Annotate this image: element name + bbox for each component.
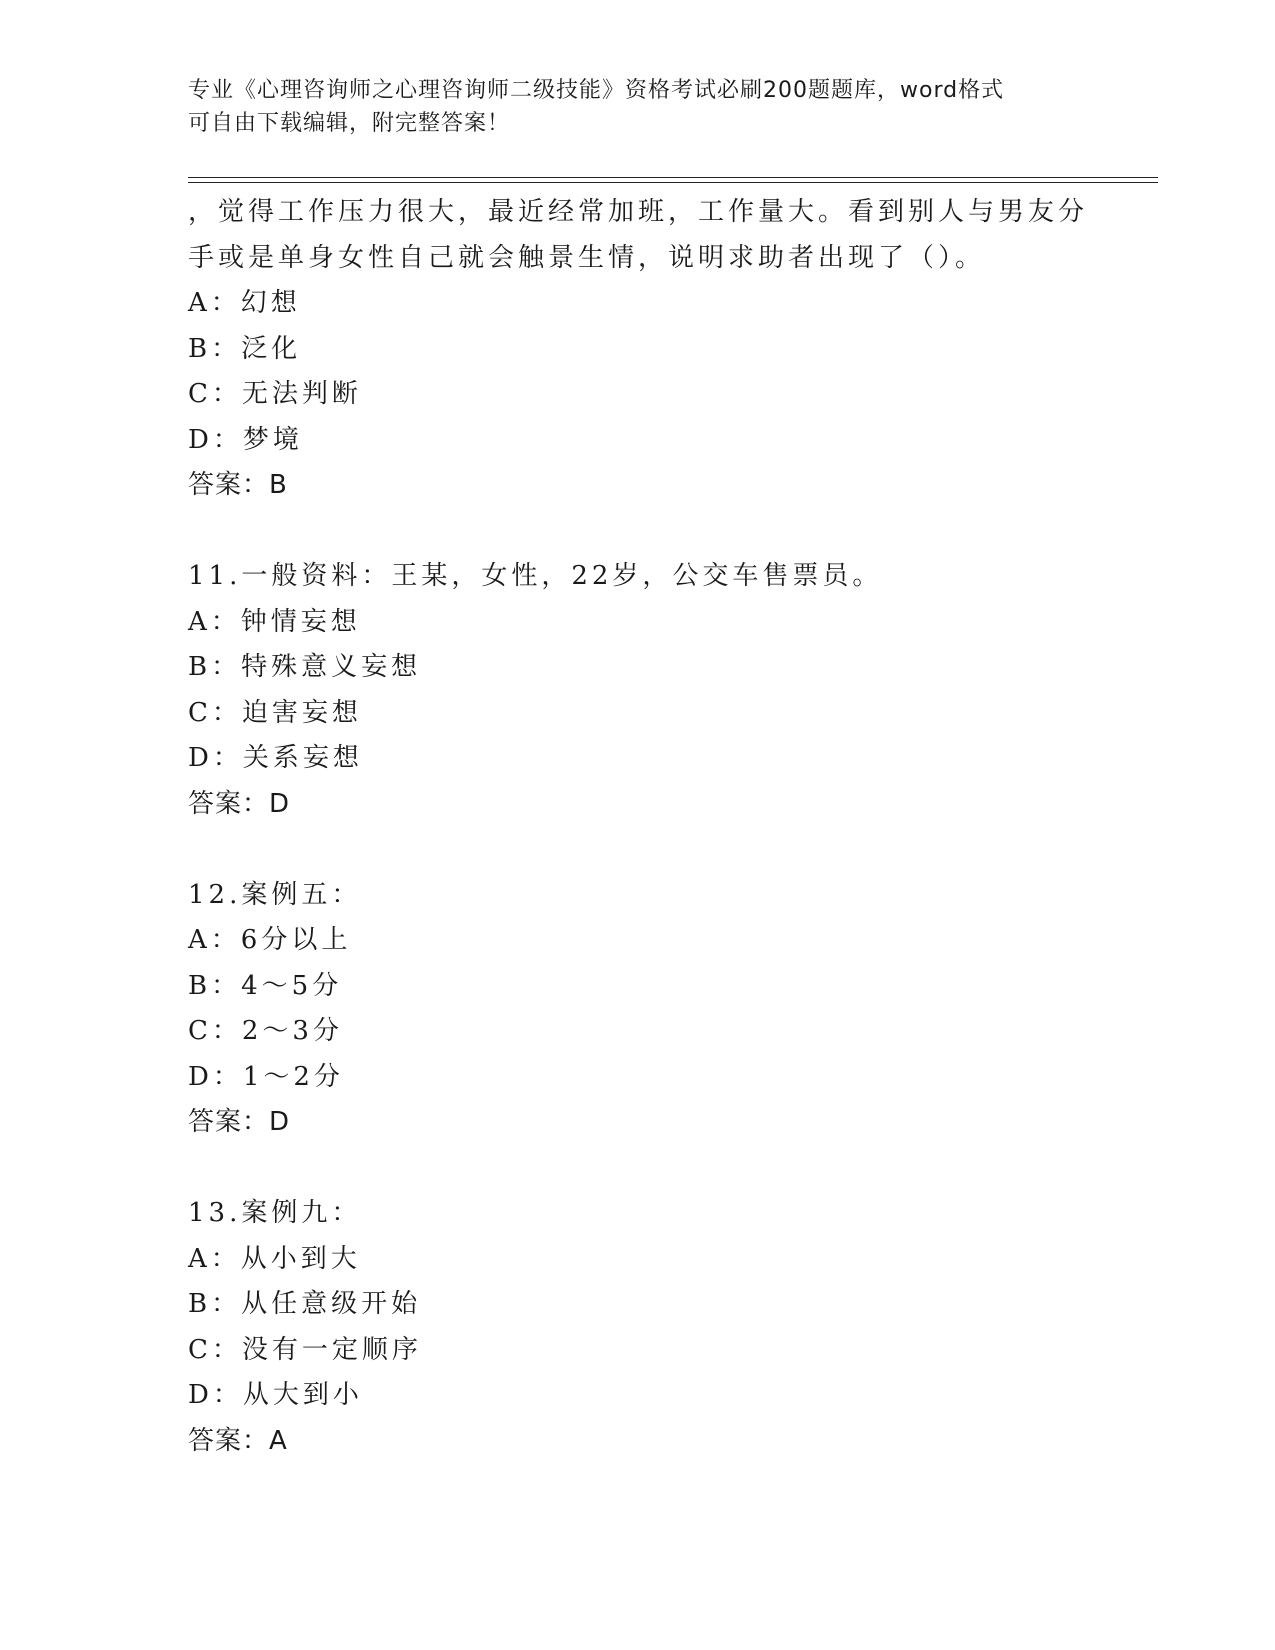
question-stem: ，觉得工作压力很大，最近经常加班，工作量大。看到别人与男友分 <box>188 197 1089 227</box>
option-b: B：泛化 <box>188 333 302 364</box>
answer-line: 答案：D <box>188 788 291 819</box>
question-stem: 13.案例九： <box>188 1198 362 1228</box>
option-c: C：没有一定顺序 <box>188 1334 422 1365</box>
option-c: C：无法判断 <box>188 379 362 409</box>
question-stem: 11.一般资料：王某，女性，22岁，公交车售票员。 <box>188 561 883 591</box>
header-line-2: 可自由下载编辑，附完整答案！ <box>188 111 511 136</box>
question-stem: 12.案例五： <box>188 879 362 910</box>
spacer <box>188 1146 1088 1192</box>
question-stem: 手或是单身女性自己就会触景生情，说明求助者出现了（）。 <box>188 242 986 273</box>
option-a: A：幻想 <box>188 288 301 318</box>
option-a: A：从小到大 <box>188 1243 361 1274</box>
option-d: D：关系妄想 <box>188 743 363 773</box>
option-c: C：迫害妄想 <box>188 697 362 728</box>
option-d: D：1～2分 <box>188 1061 344 1092</box>
document-header <box>188 74 1088 140</box>
option-b: B：4～5分 <box>188 970 343 1001</box>
option-d: D：梦境 <box>188 424 303 455</box>
question-13 <box>188 1191 1088 1464</box>
question-12 <box>188 873 1088 1146</box>
header-divider-top <box>188 177 1158 178</box>
question-10 <box>188 190 1088 509</box>
option-b: B：从任意级开始 <box>188 1289 422 1319</box>
answer-line: 答案：B <box>188 470 288 500</box>
header-line-1: 专业《心理咨询师之心理咨询师二级技能》资格考试必刷200题题库，word格式 <box>188 78 1005 103</box>
spacer <box>188 827 1088 873</box>
option-d: D：从大到小 <box>188 1380 363 1410</box>
spacer <box>188 509 1088 555</box>
option-b: B：特殊意义妄想 <box>188 652 422 682</box>
header-divider-bottom <box>188 182 1158 183</box>
question-list <box>188 190 1088 1464</box>
question-11 <box>188 554 1088 827</box>
answer-line: 答案：A <box>188 1425 288 1456</box>
option-a: A：钟情妄想 <box>188 606 361 637</box>
option-a: A：6分以上 <box>188 925 352 955</box>
answer-line: 答案：D <box>188 1107 291 1137</box>
option-c: C：2～3分 <box>188 1016 343 1046</box>
